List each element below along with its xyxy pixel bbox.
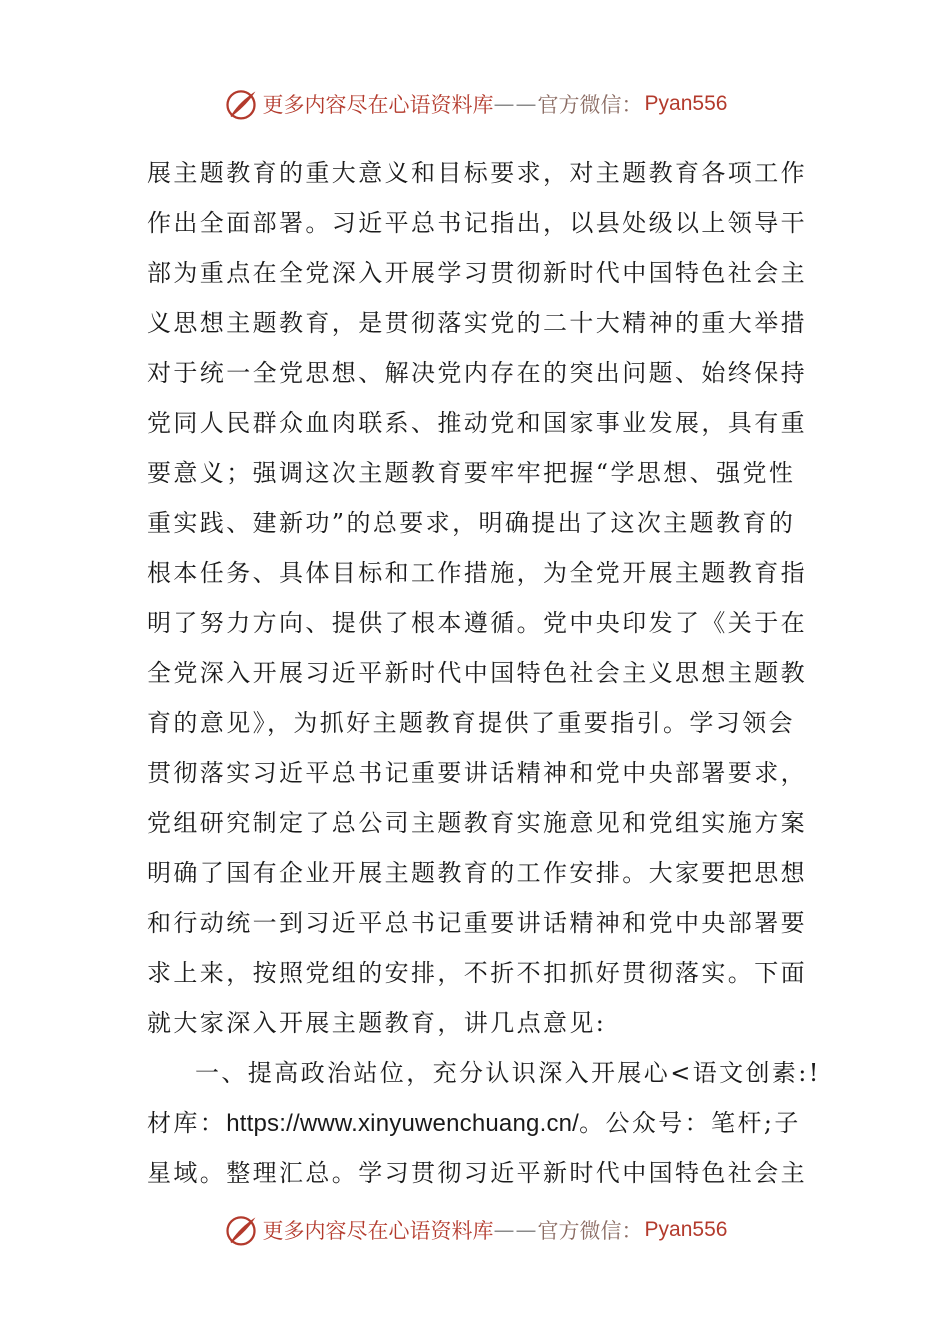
quill-logo-icon	[223, 1212, 259, 1248]
text-line: 党组研究制定了总公司主题教育实施意见和党组实施方案	[147, 809, 807, 837]
text-line: 展主题教育的重大意义和目标要求，对主题教育各项工作	[147, 159, 807, 187]
banner-wechat-id: Pyan556	[644, 92, 728, 115]
url-prefix: 材库：	[147, 1109, 227, 1137]
website-url: https://www.xinyuwenchuang.cn/	[226, 1110, 580, 1137]
header-banner	[0, 84, 950, 124]
banner-brand-text: 更多内容尽在心语资料库	[262, 93, 494, 117]
banner-wechat-label: 官方微信：	[537, 93, 643, 117]
text-line: 就大家深入开展主题教育，讲几点意见:	[147, 1009, 607, 1037]
text-line: 求上来，按照党组的安排，不折不扣抓好贯彻落实。下面	[147, 959, 807, 987]
banner-wechat-id: Pyan556	[644, 1218, 728, 1241]
text-line-with-url	[147, 1098, 807, 1148]
text-line: 义思想主题教育，是贯彻落实党的二十大精神的重大举措	[147, 309, 807, 337]
text-line: 作出全面部署。习近平总书记指出，以县处级以上领导干	[147, 209, 807, 237]
text-line: 对于统一全党思想、解决党内存在的突出问题、始终保持	[147, 359, 807, 387]
banner-brand-text: 更多内容尽在心语资料库	[262, 1219, 494, 1243]
text-line: 全党深入开展习近平新时代中国特色社会主义思想主题教	[147, 659, 807, 687]
text-line: 要意义；强调这次主题教育要牢牢把握“学思想、强党性	[147, 459, 796, 487]
section-heading-line: 一、提高政治站位，充分认识深入开展心<语文创素:!	[195, 1059, 821, 1087]
footer-banner	[0, 1210, 950, 1250]
quill-logo-icon	[223, 86, 259, 122]
text-line: 星域。整理汇总。学习贯彻习近平新时代中国特色社会主	[147, 1159, 807, 1187]
text-line: 贯彻落实习近平总书记重要讲话精神和党中央部署要求，	[147, 759, 807, 787]
text-line: 明确了国有企业开展主题教育的工作安排。大家要把思想	[147, 859, 807, 887]
banner-wechat-label: 官方微信：	[537, 1219, 643, 1243]
banner-separator: ——	[493, 1218, 538, 1242]
text-line: 育的意见》，为抓好主题教育提供了重要指引。学习领会	[147, 709, 795, 737]
text-line: 根本任务、具体目标和工作措施，为全党开展主题教育指	[147, 559, 807, 587]
document-body	[147, 148, 821, 1198]
banner-separator: ——	[493, 92, 538, 116]
text-line: 重实践、建新功”的总要求，明确提出了这次主题教育的	[147, 509, 796, 537]
text-line: 部为重点在全党深入开展学习贯彻新时代中国特色社会主	[147, 259, 807, 287]
url-suffix: 。公众号：笔杆;子	[579, 1109, 801, 1137]
text-line: 和行动统一到习近平总书记重要讲话精神和党中央部署要	[147, 909, 807, 937]
text-line: 党同人民群众血肉联系、推动党和国家事业发展，具有重	[147, 409, 807, 437]
text-line: 明了努力方向、提供了根本遵循。党中央印发了《关于在	[147, 609, 807, 637]
